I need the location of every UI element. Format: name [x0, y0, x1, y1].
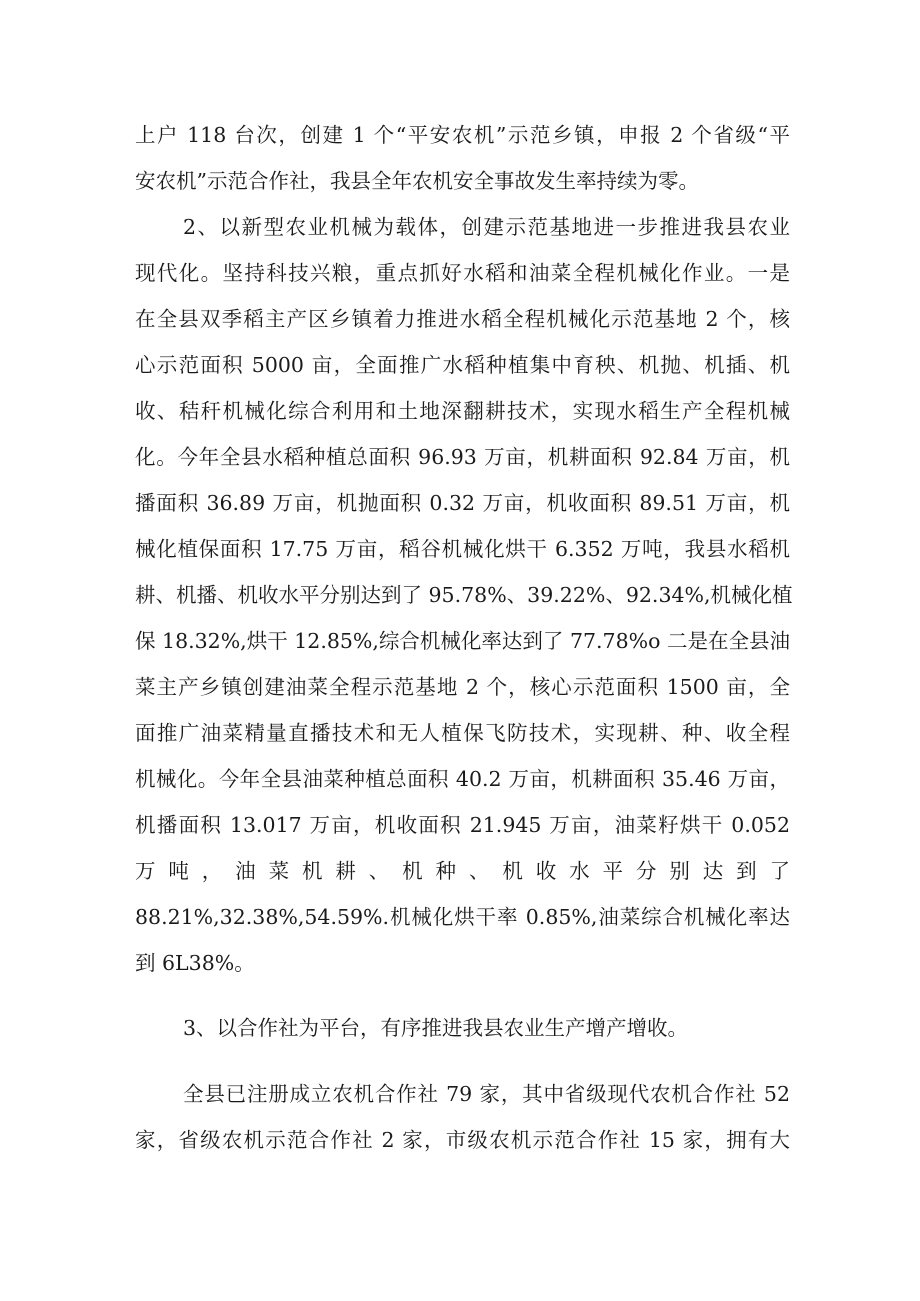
- text-line: 收、秸秆机械化综合利用和土地深翻耕技术，实现水稻生产全程机械: [135, 399, 790, 423]
- text-line: 播面积 36.89 万亩，机抛面积 0.32 万亩，机收面积 89.51 万亩，机: [135, 491, 790, 515]
- text-line: 机播面积 13.017 万亩，机收面积 21.945 万亩，油菜籽烘干 0.052: [135, 813, 790, 837]
- text-line: 全县已注册成立农机合作社 79 家，其中省级现代农机合作社 52: [183, 1082, 790, 1106]
- text-line: 机械化。今年全县油菜种植总面积 40.2 万亩，机耕面积 35.46 万亩，: [135, 767, 790, 791]
- text-line: 械化植保面积 17.75 万亩，稻谷机械化烘干 6.352 万吨，我县水稻机: [135, 537, 790, 561]
- text-line: 到 6L38%。: [135, 951, 255, 975]
- text-line: 安农机”示范合作社，我县全年农机安全事故发生率持续为零。: [135, 169, 699, 193]
- text-line: 上户 118 台次，创建 1 个“平安农机”示范乡镇，申报 2 个省级“平: [135, 123, 790, 147]
- text-line: 在全县双季稻主产区乡镇着力推进水稻全程机械化示范基地 2 个，核: [135, 307, 790, 331]
- paragraph-heading: 2、以新型农业机械为载体，创建示范基地进一步推进我县农业: [183, 215, 790, 239]
- text-line: 耕、机播、机收水平分别达到了 95.78%、39.22%、92.34%,机械化植: [135, 583, 793, 607]
- text-line: 菜主产乡镇创建油菜全程示范基地 2 个，核心示范面积 1500 亩，全: [135, 675, 790, 699]
- text-line: 现代化。坚持科技兴粮，重点抓好水稻和油菜全程机械化作业。一是: [135, 261, 790, 285]
- text-line: 88.21%,32.38%,54.59%.机械化烘干率 0.85%,油菜综合机械化率达: [135, 905, 790, 929]
- text-line: 化。今年全县水稻种植总面积 96.93 万亩，机耕面积 92.84 万亩，机: [135, 445, 790, 469]
- paragraph-heading: 3、以合作社为平台，有序推进我县农业生产增产增收。: [183, 1016, 689, 1040]
- text-line: 保 18.32%,烘干 12.85%,综合机械化率达到了 77.78%o 二是在全县油: [135, 629, 790, 653]
- text-line: 心示范面积 5000 亩，全面推广水稻种植集中育秧、机抛、机插、机: [135, 353, 790, 377]
- text-line: 家，省级农机示范合作社 2 家，市级农机示范合作社 15 家，拥有大: [135, 1128, 790, 1152]
- text-line: 万吨，油菜机耕、机种、机收水平分别达到了: [135, 859, 790, 883]
- text-line: 面推广油菜精量直播技术和无人植保飞防技术，实现耕、种、收全程: [135, 721, 790, 745]
